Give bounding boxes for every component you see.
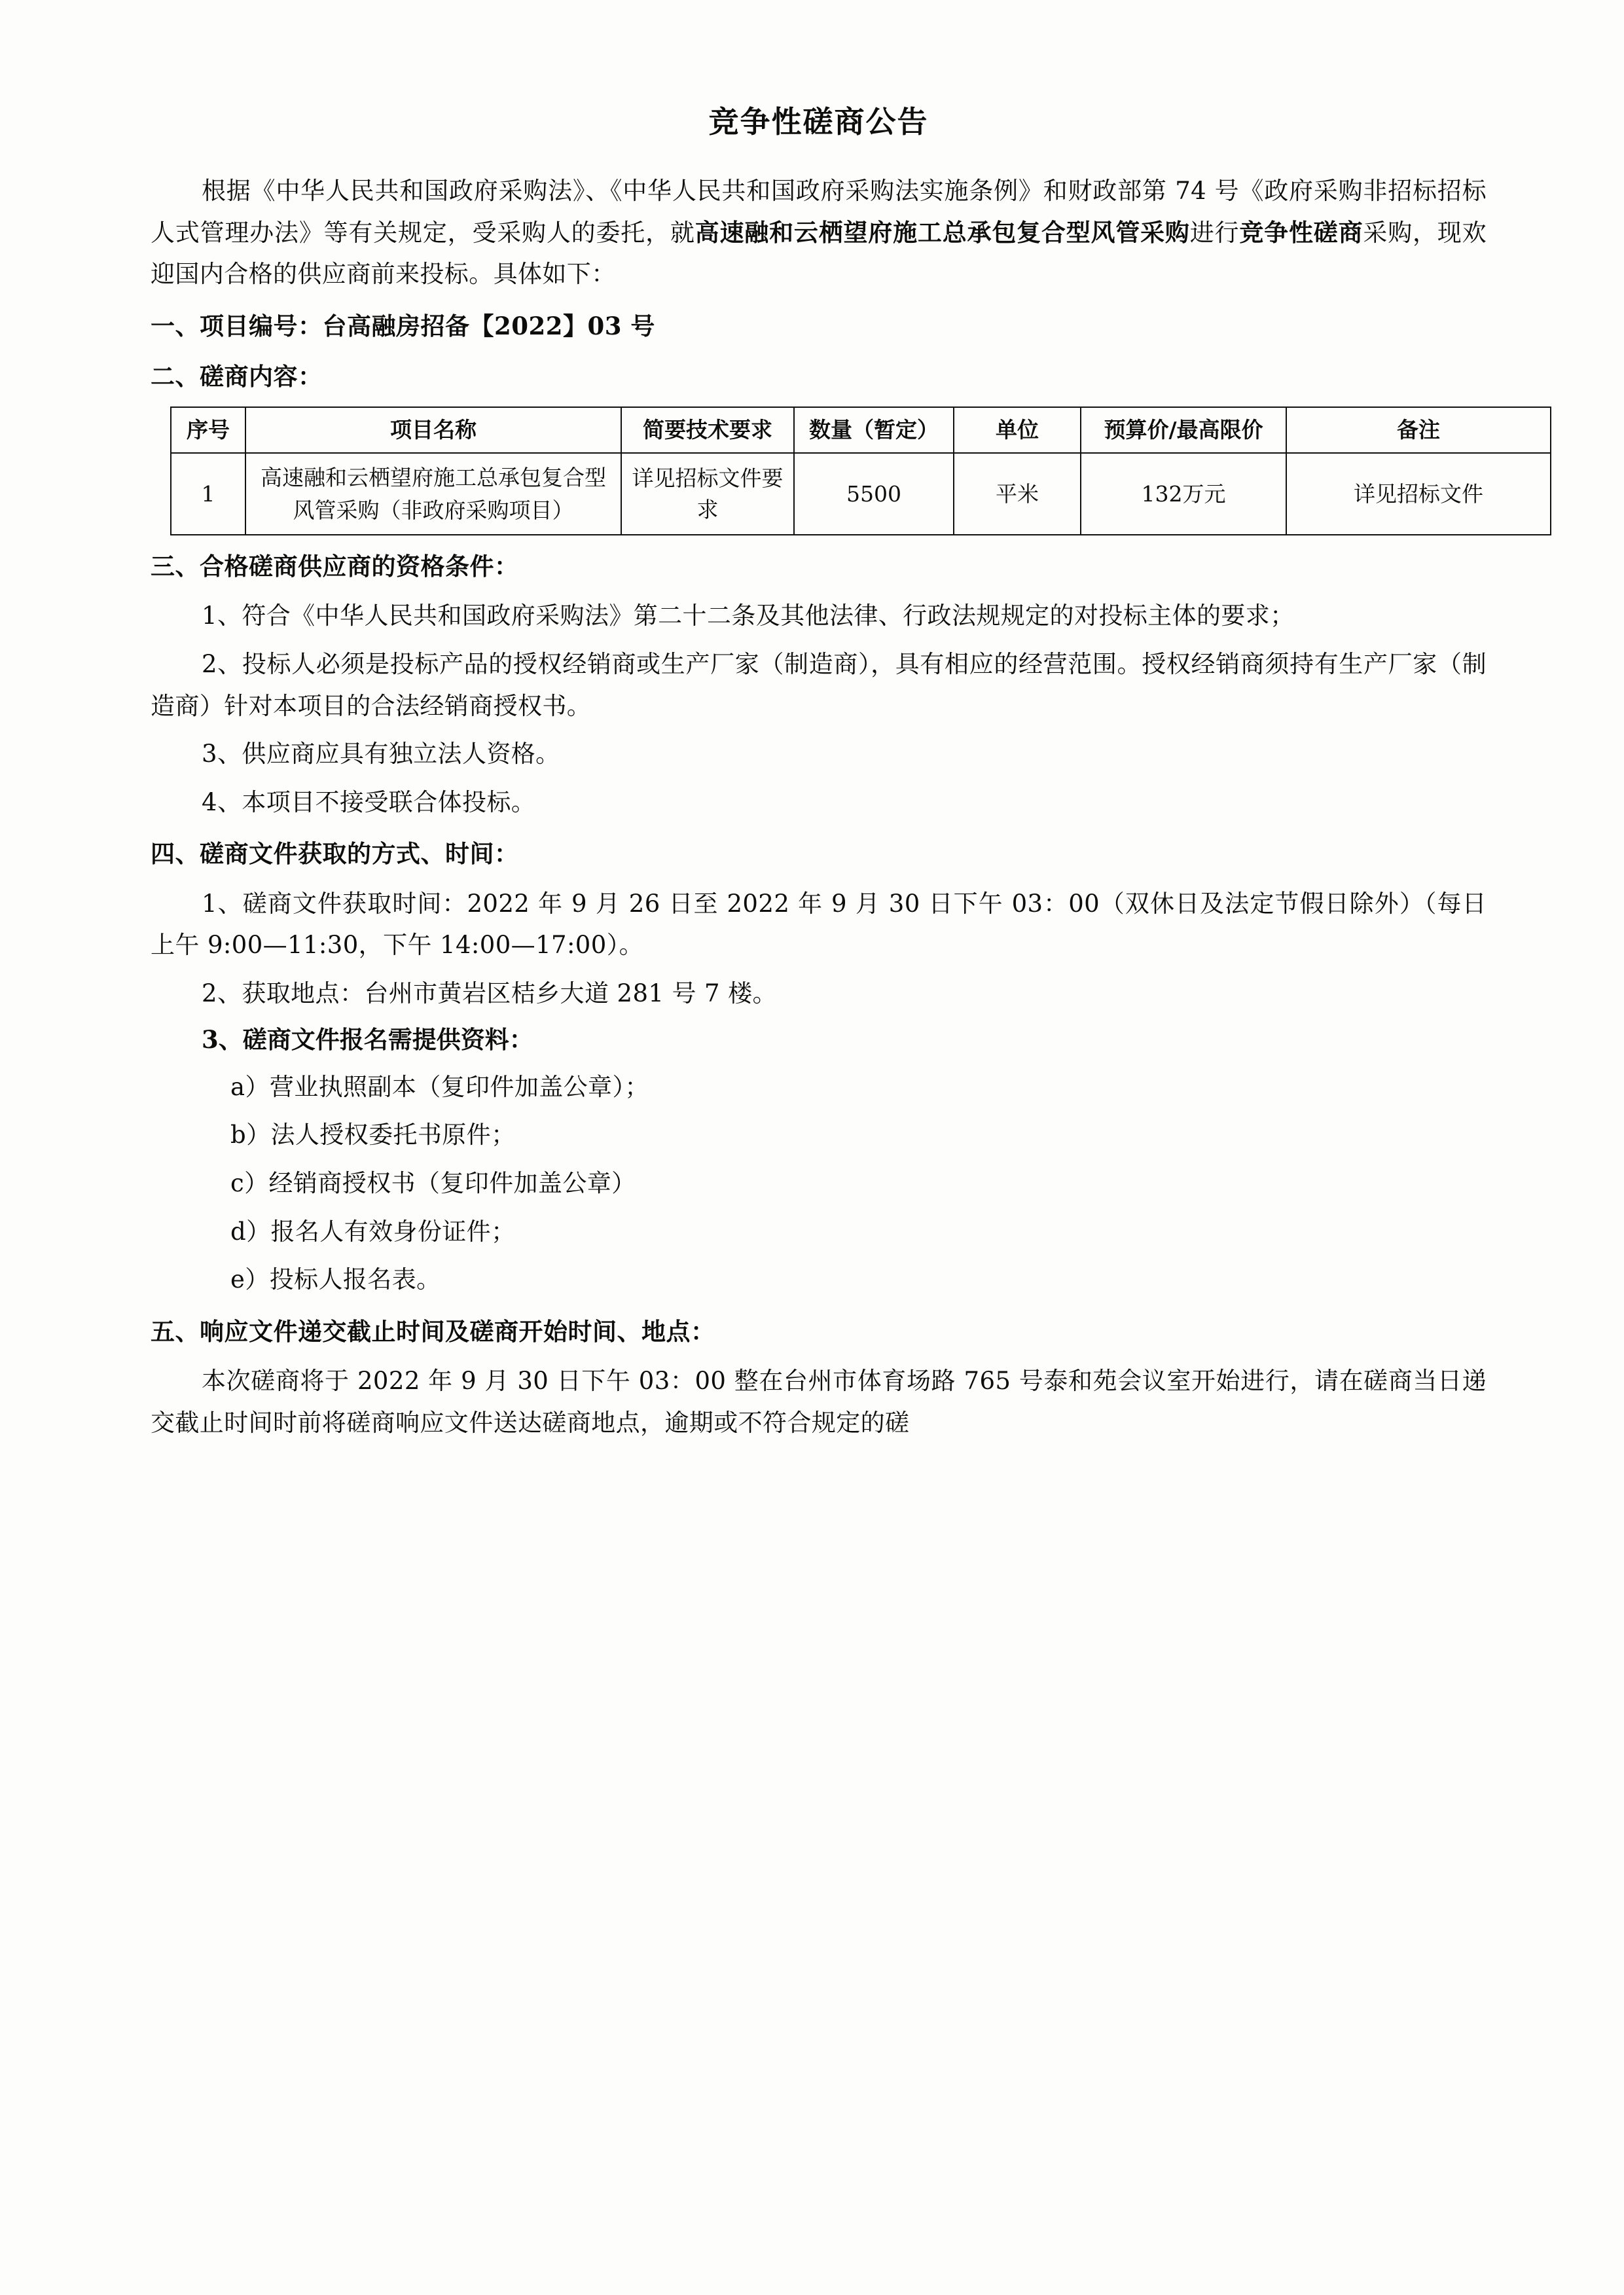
section-1-heading: 一、项目编号：台高融房招备【2022】03 号 bbox=[151, 311, 655, 340]
section-3-item-1: 1、符合《中华人民共和国政府采购法》第二十二条及其他法律、行政法规规定的对投标主体的要求； bbox=[202, 602, 1295, 630]
procurement-table bbox=[170, 407, 1551, 535]
cell-remark: 详见招标文件 bbox=[1286, 453, 1551, 535]
table-header-unit: 单位 bbox=[954, 407, 1081, 453]
section-4-subitem-a: a）营业执照副本（复印件加盖公章）； bbox=[230, 1072, 649, 1101]
cell-qty: 5500 bbox=[794, 453, 954, 535]
section-2-heading: 二、磋商内容： bbox=[151, 362, 323, 391]
section-5-paragraph: 本次磋商将于 2022 年 9 月 30 日下午 03：00 整在台州市体育场路 765 号泰和苑会议室开始进行，请在磋商当日递交截止时间时前将磋商响应文件送达磋商地点，逾期或不符合规定的磋 bbox=[151, 1366, 1487, 1437]
intro-part-2: 进行 bbox=[1189, 218, 1240, 247]
table-header-row bbox=[171, 407, 1551, 453]
section-4-item-1: 1、磋商文件获取时间：2022 年 9 月 26 日至 2022 年 9 月 30 日下午 03：00（双休日及法定节假日除外）（每日上午 9:00—11:30，下午 14:00—17:00）。 bbox=[151, 889, 1487, 960]
section-5-heading: 五、响应文件递交截止时间及磋商开始时间、地点： bbox=[151, 1316, 715, 1346]
table-row bbox=[171, 453, 1551, 535]
intro-paragraph bbox=[151, 170, 1487, 295]
section-4-subitem-d: d）报名人有效身份证件； bbox=[230, 1217, 516, 1246]
section-4-item-2: 2、获取地点：台州市黄岩区桔乡大道 281 号 7 楼。 bbox=[202, 979, 777, 1007]
section-4-heading: 四、磋商文件获取的方式、时间： bbox=[151, 839, 519, 869]
cell-tech: 详见招标文件要求 bbox=[621, 453, 794, 535]
section-3-item-3: 3、供应商应具有独立法人资格。 bbox=[202, 740, 560, 768]
table-header-name: 项目名称 bbox=[245, 407, 621, 453]
cell-name: 高速融和云栖望府施工总承包复合型风管采购（非政府采购项目） bbox=[245, 453, 621, 535]
intro-part-3: 采购，现欢迎国内合格的供应商前来投标。具体如下： bbox=[151, 218, 1487, 289]
cell-no: 1 bbox=[171, 453, 245, 535]
table-header-qty: 数量（暂定） bbox=[794, 407, 954, 453]
section-4-item-3-heading: 3、磋商文件报名需提供资料： bbox=[202, 1025, 533, 1055]
section-4-subitem-b: b）法人授权委托书原件； bbox=[230, 1121, 516, 1149]
table-header-no: 序号 bbox=[171, 407, 245, 453]
table-header-remark: 备注 bbox=[1286, 407, 1551, 453]
section-3-item-2: 2、投标人必须是投标产品的授权经销商或生产厂家（制造商），具有相应的经营范围。授权经销商须持有生产厂家（制造商）针对本项目的合法经销商授权书。 bbox=[151, 649, 1487, 720]
intro-emphasis-project: 高速融和云栖望府施工总承包复合型风管采购 bbox=[695, 217, 1190, 247]
intro-part-1: 根据《中华人民共和国政府采购法》、《中华人民共和国政府采购法实施条例》和财政部第 74 号《政府采购非招标招标人式管理办法》等有关规定，受采购人的委托，就 bbox=[151, 177, 1487, 247]
cell-price: 132万元 bbox=[1081, 453, 1286, 535]
section-4-subitem-c: c）经销商授权书（复印件加盖公章） bbox=[230, 1168, 636, 1197]
section-3-heading: 三、合格磋商供应商的资格条件： bbox=[151, 552, 519, 581]
section-3-item-4: 4、本项目不接受联合体投标。 bbox=[202, 787, 536, 816]
section-4-subitem-e: e）投标人报名表。 bbox=[230, 1265, 441, 1294]
table-header-price: 预算价/最高限价 bbox=[1081, 407, 1286, 453]
cell-unit: 平米 bbox=[954, 453, 1081, 535]
page-title: 竞争性磋商公告 bbox=[708, 104, 929, 139]
intro-emphasis-method: 竞争性磋商 bbox=[1239, 217, 1363, 247]
table-header-tech: 简要技术要求 bbox=[621, 407, 794, 453]
